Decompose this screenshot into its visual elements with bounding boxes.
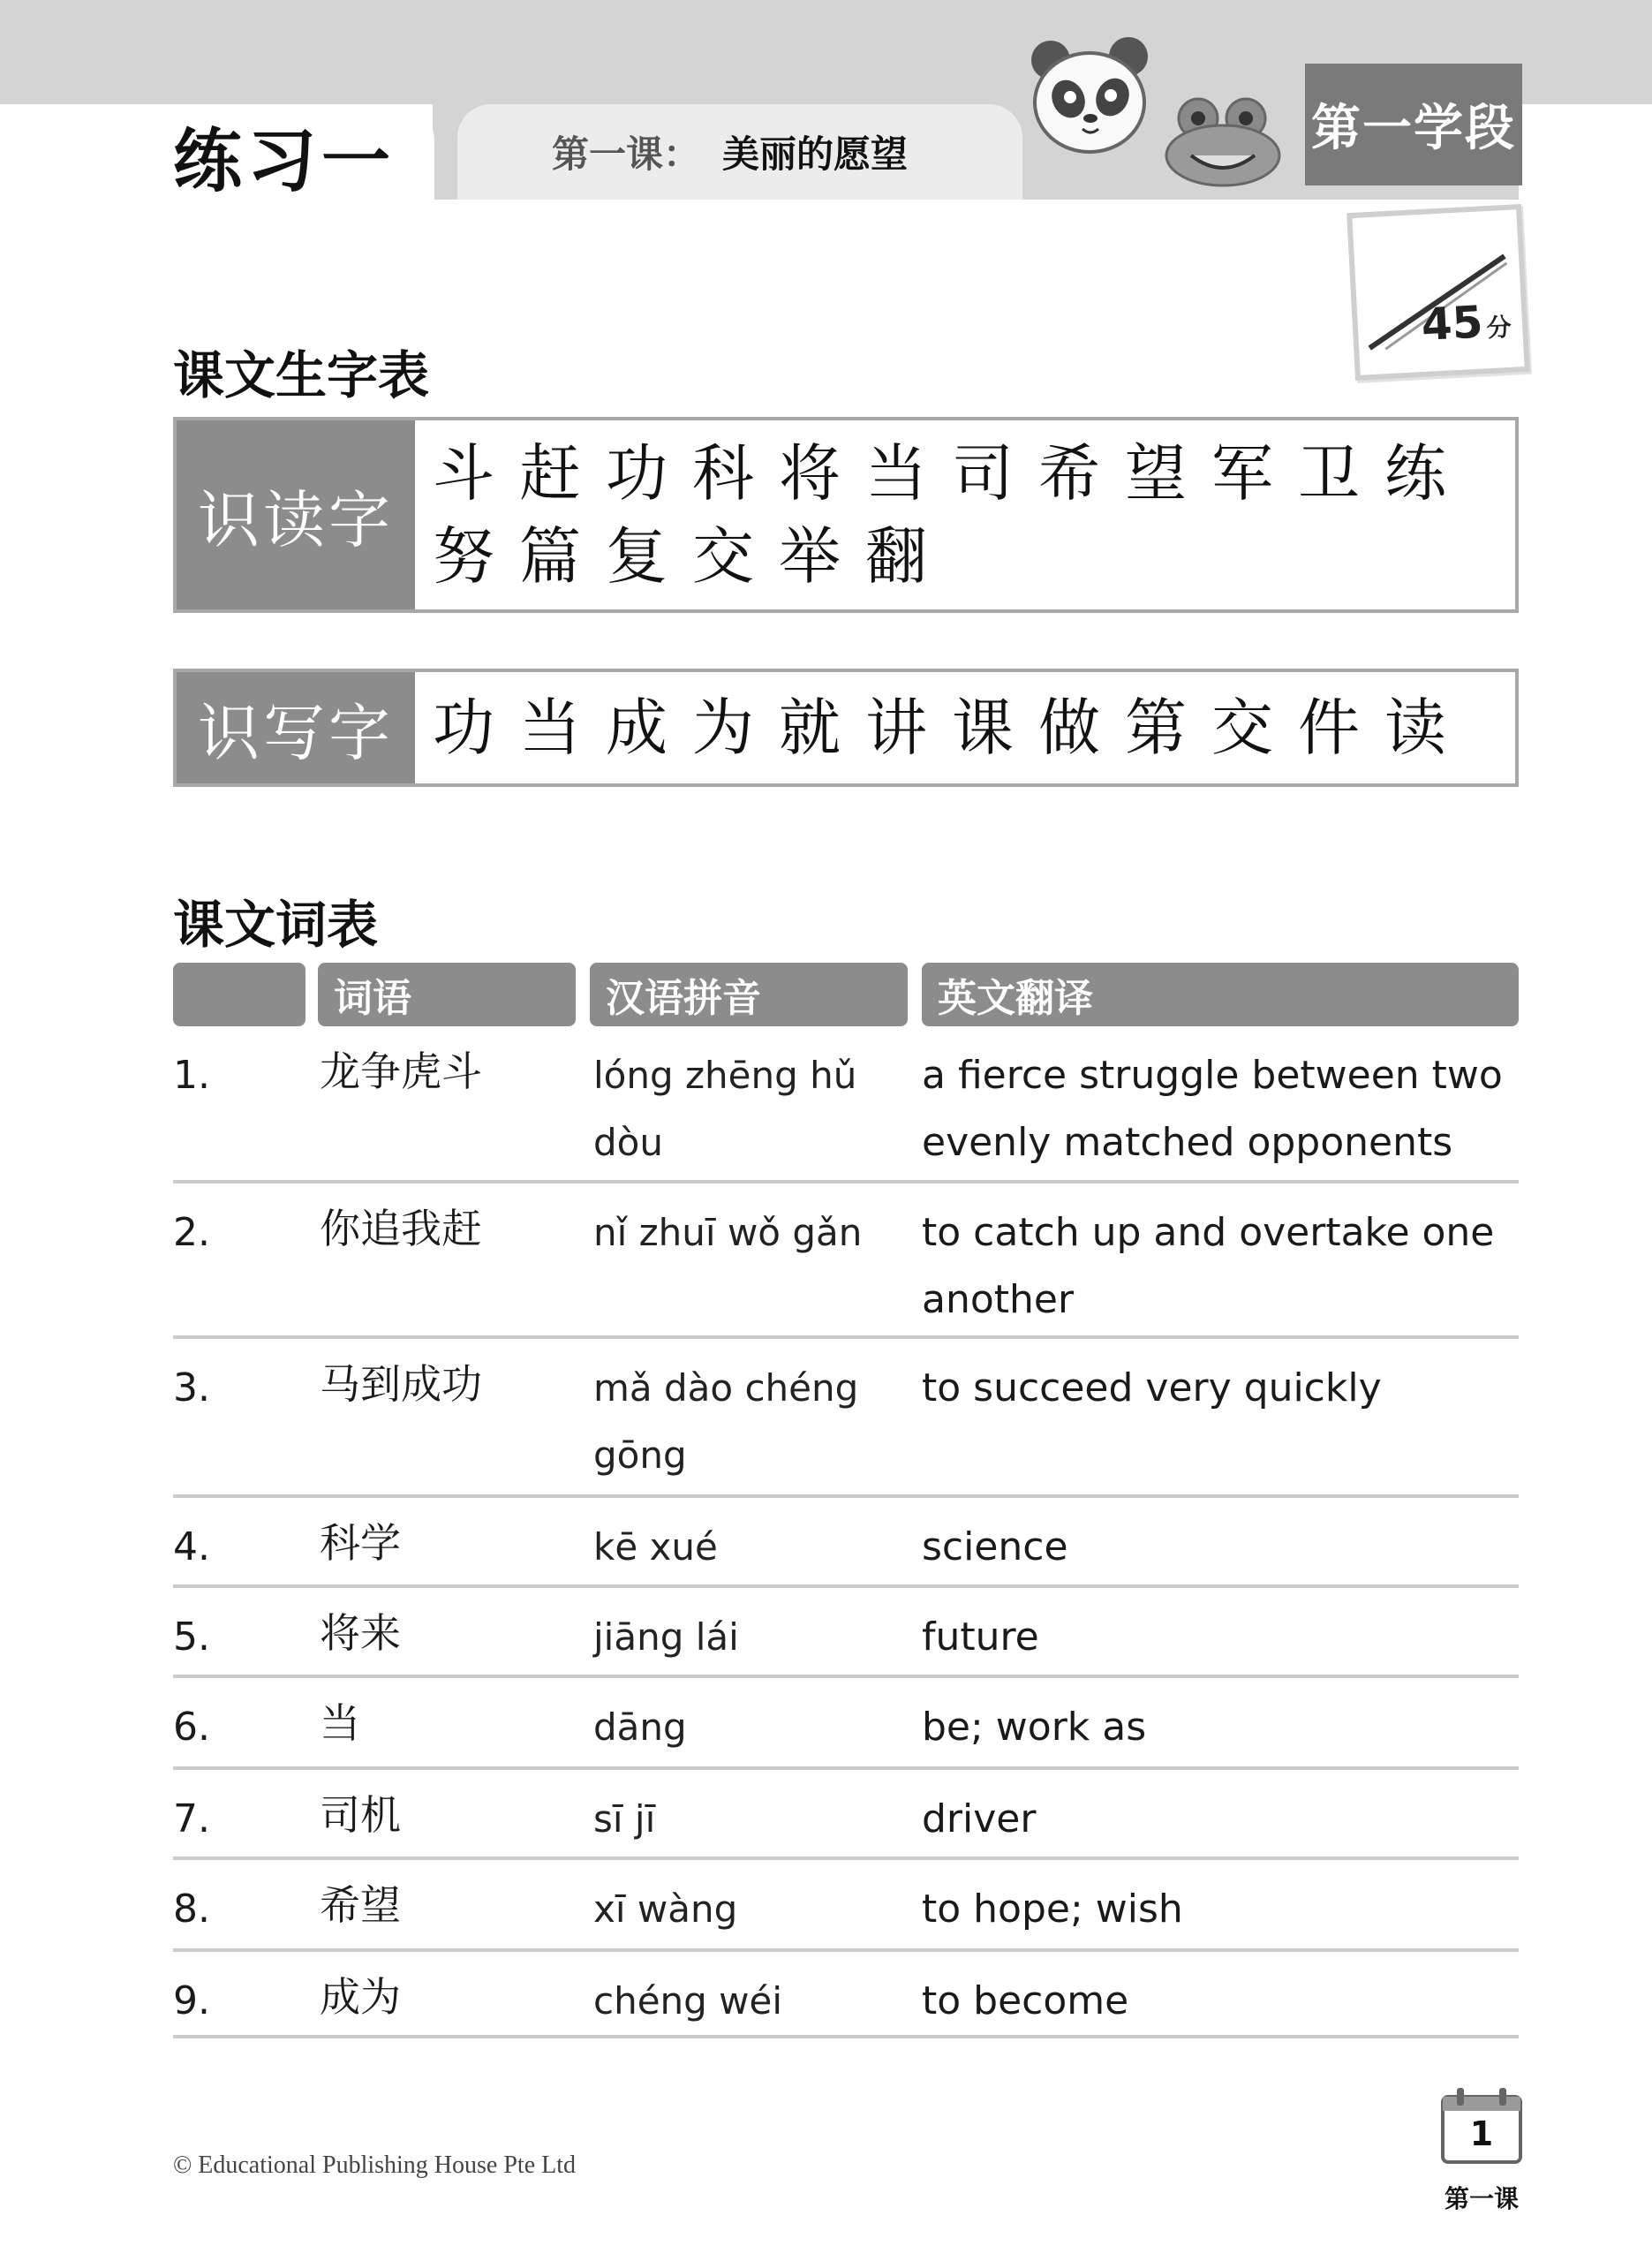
row-number: 2. bbox=[173, 1210, 210, 1255]
page-number: 1 bbox=[1469, 2114, 1494, 2153]
table-header-number bbox=[173, 963, 306, 1026]
timer-slash-icon bbox=[1352, 209, 1524, 374]
write-char-box bbox=[173, 669, 1519, 787]
vocab-section-heading: 课文词表 bbox=[173, 895, 379, 955]
row-english: to hope; wish bbox=[922, 1887, 1183, 1932]
read-char-label: 识读字 bbox=[177, 420, 415, 609]
row-number: 5. bbox=[173, 1614, 210, 1660]
row-word: 你追我赶 bbox=[320, 1205, 482, 1252]
row-english: to become bbox=[922, 1978, 1129, 2023]
row-word: 当 bbox=[320, 1699, 360, 1747]
row-word: 科学 bbox=[320, 1519, 401, 1567]
table-row bbox=[173, 1678, 1519, 1770]
row-english: to catch up and overtake one another bbox=[922, 1210, 1495, 1322]
lesson-name: 美丽的愿望 bbox=[722, 132, 909, 176]
row-english: driver bbox=[922, 1796, 1037, 1841]
row-number: 1. bbox=[173, 1053, 210, 1098]
table-row bbox=[173, 1183, 1519, 1339]
row-english: a fierce struggle between two evenly matched opponents bbox=[922, 1053, 1503, 1165]
panda-icon bbox=[1024, 30, 1157, 163]
row-word: 将来 bbox=[320, 1609, 401, 1657]
row-pinyin: kē xué bbox=[593, 1525, 718, 1569]
row-number: 7. bbox=[173, 1796, 210, 1841]
lesson-label: 第一课： bbox=[552, 132, 701, 176]
row-pinyin: dāng bbox=[593, 1705, 687, 1749]
table-header-word: 词语 bbox=[318, 963, 576, 1026]
char-section-heading: 课文生字表 bbox=[173, 345, 430, 405]
row-word: 成为 bbox=[320, 1973, 401, 2021]
row-pinyin: sī jī bbox=[593, 1797, 656, 1841]
row-pinyin: chéng wéi bbox=[593, 1979, 783, 2023]
row-number: 9. bbox=[173, 1978, 210, 2023]
table-header-pinyin: 汉语拼音 bbox=[590, 963, 908, 1026]
row-pinyin: mǎ dào chéng gōng bbox=[593, 1366, 859, 1477]
row-word: 希望 bbox=[320, 1881, 401, 1929]
row-word: 龙争虎斗 bbox=[320, 1047, 482, 1095]
table-row bbox=[173, 1770, 1519, 1860]
row-pinyin: nǐ zhuī wǒ gǎn bbox=[593, 1211, 863, 1254]
row-number: 4. bbox=[173, 1524, 210, 1569]
table-row bbox=[173, 1952, 1519, 2038]
row-word: 司机 bbox=[320, 1791, 401, 1839]
copyright-notice: © Educational Publishing House Pte Ltd bbox=[173, 2151, 577, 2179]
row-pinyin: lóng zhēng hǔ dòu bbox=[593, 1054, 857, 1164]
read-char-line-1: 斗赶功科将当司希望军卫练 bbox=[433, 437, 1471, 510]
table-row bbox=[173, 1026, 1519, 1183]
read-char-line-2: 努篇复交举翻 bbox=[433, 520, 952, 593]
timer-value: 45 bbox=[1420, 296, 1484, 352]
row-english: to succeed very quickly bbox=[922, 1365, 1382, 1410]
timer-unit: 分 bbox=[1485, 312, 1512, 344]
row-number: 3. bbox=[173, 1365, 210, 1410]
row-english: future bbox=[922, 1614, 1039, 1660]
row-english: science bbox=[922, 1524, 1068, 1569]
table-row bbox=[173, 1498, 1519, 1588]
read-char-box bbox=[173, 417, 1519, 613]
write-char-label: 识写字 bbox=[177, 672, 415, 783]
row-pinyin: jiāng lái bbox=[593, 1615, 739, 1659]
practice-title: 练习一 bbox=[173, 122, 396, 201]
row-number: 6. bbox=[173, 1705, 210, 1750]
page-lesson-label: 第一课 bbox=[1444, 2184, 1519, 2213]
stage-badge: 第一学段 bbox=[1305, 64, 1522, 185]
write-char-line: 功当成为就讲课做第交件读 bbox=[433, 692, 1471, 764]
row-number: 8. bbox=[173, 1887, 210, 1932]
row-pinyin: xī wàng bbox=[593, 1887, 738, 1931]
table-row bbox=[173, 1588, 1519, 1678]
frog-icon bbox=[1161, 92, 1285, 189]
row-word: 马到成功 bbox=[320, 1360, 482, 1408]
table-row bbox=[173, 1860, 1519, 1952]
row-english: be; work as bbox=[922, 1705, 1147, 1750]
table-row bbox=[173, 1339, 1519, 1498]
timer-note bbox=[1346, 204, 1530, 381]
table-header-english: 英文翻译 bbox=[922, 963, 1519, 1026]
